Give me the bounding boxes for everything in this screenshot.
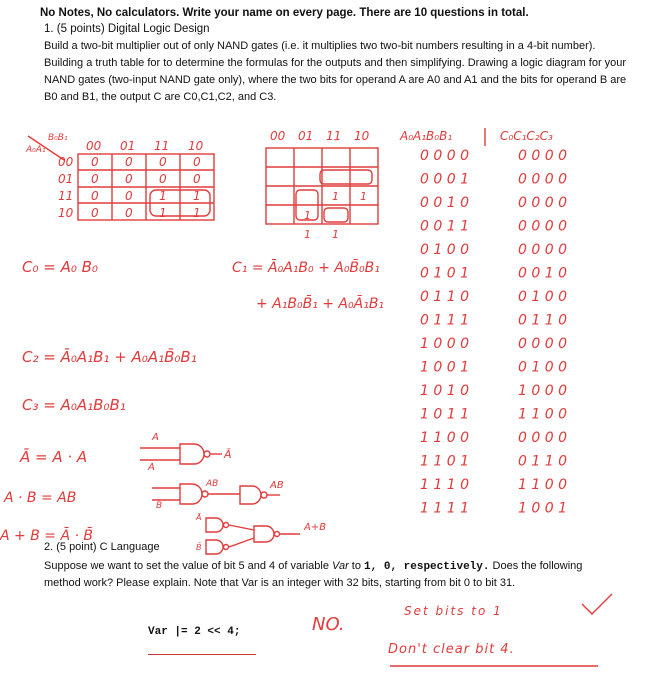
- truth-table-output-row: 1 1 0 0: [518, 477, 567, 493]
- svg-text:B̄: B̄: [196, 543, 202, 552]
- kmap1-cell: 1: [159, 189, 167, 203]
- svg-text:A: A: [152, 432, 159, 443]
- truth-table-input-row: 0 0 0 0: [420, 148, 469, 164]
- truth-table-input-row: 0 0 1 1: [420, 218, 469, 235]
- truth-table-output-row: 0 0 0 0: [518, 218, 567, 235]
- kmap1-col-label: 11: [154, 139, 170, 153]
- truth-table-input-row: 1 0 1 0: [420, 383, 469, 399]
- kmap1-col-label: 01: [120, 139, 136, 153]
- truth-table-output-row: 1 0 0 0: [518, 383, 567, 399]
- kmap1-cell: 1: [193, 189, 201, 203]
- truth-table-input-row: 0 0 1 0: [420, 195, 469, 211]
- kmap2-col-label: 00: [270, 129, 286, 143]
- truth-table-output-row: 0 1 0 0: [518, 359, 567, 376]
- truth-table-output-row: 0 0 0 0: [518, 171, 567, 188]
- svg-text:AB: AB: [206, 479, 219, 489]
- exam-instructions: No Notes, No calculators. Write your name on every page. There are 10 questions in total.: [40, 7, 529, 19]
- check-mark: [582, 594, 612, 614]
- kmap1-corner-label: B₀B₁: [48, 133, 68, 143]
- kmap2-col-label: 10: [354, 129, 370, 143]
- truth-table-output-row: 0 0 0 0: [518, 336, 567, 352]
- identity-or: A + B = Ā · B̄: [0, 528, 93, 544]
- truth-table-output-row: 0 0 0 0: [518, 195, 567, 211]
- truth-table-input-header: A₀A₁B₀B₁: [400, 129, 453, 143]
- equation-c0: C₀ = A₀ B₀: [22, 258, 98, 276]
- kmap1-row-label: 10: [58, 206, 74, 220]
- question-2-title: 2. (5 point) C Language: [44, 541, 160, 553]
- truth-table-output-row: 0 1 1 0: [518, 312, 567, 329]
- answer-note-set-bits: Set bits to 1: [404, 604, 503, 618]
- svg-text:A+B: A+B: [304, 522, 327, 533]
- identity-and: A · B = AB: [4, 490, 77, 506]
- truth-table-input-row: 0 1 1 1: [420, 312, 469, 329]
- kmap1-cell: 0: [125, 189, 133, 203]
- kmap1-cell: 0: [159, 172, 167, 186]
- kmap1-cell: 0: [159, 155, 167, 169]
- kmap1-col-label: 10: [188, 139, 204, 153]
- truth-table-input-row: 1 1 0 1: [420, 453, 469, 470]
- answer-note-dont-clear: Don't clear bit 4.: [388, 642, 515, 657]
- kmap-1: [25, 133, 214, 220]
- truth-table-output-row: 0 1 1 0: [518, 453, 567, 470]
- kmap1-cell: 0: [91, 189, 99, 203]
- code-underline: [148, 654, 256, 655]
- truth-table-input-row: 1 1 1 0: [420, 477, 469, 493]
- kmap2-col-label: 11: [326, 129, 342, 143]
- kmap1-cell: 0: [91, 155, 99, 169]
- kmap2-cell: 1: [332, 190, 339, 203]
- kmap1-col-label: 00: [86, 139, 102, 153]
- truth-table-output-row: 0 0 1 0: [518, 265, 567, 282]
- truth-table: [399, 128, 567, 517]
- svg-text:Ā: Ā: [196, 513, 202, 522]
- kmap1-cell: 0: [91, 206, 99, 220]
- kmap1-corner-label-2: A₀A₁: [26, 145, 46, 155]
- kmap1-row-label: 00: [58, 155, 74, 169]
- kmap1-row-label: 11: [58, 189, 74, 203]
- kmap1-cell: 1: [159, 206, 167, 220]
- svg-text:B: B: [156, 501, 163, 511]
- equation-c2: C₂ = Ā₀A₁B₁ + A₀A₁B̄₀B₁: [22, 348, 197, 366]
- kmap1-cell: 0: [125, 172, 133, 186]
- kmap2-cell: 1: [332, 228, 339, 241]
- truth-table-input-row: 1 1 1 1: [420, 500, 469, 517]
- identity-not: Ā = A · A: [20, 448, 88, 466]
- truth-table-input-row: 0 1 0 0: [420, 242, 469, 258]
- kmap1-cell: 1: [193, 206, 201, 220]
- equation-c1-part1: C₁ = Ā₀A₁B₀ + A₀B̄₀B₁: [232, 260, 380, 276]
- or-gate-diagram: [195, 512, 326, 554]
- not-gate-diagram: [140, 432, 232, 473]
- kmap2-cell: 1: [304, 228, 311, 241]
- question-1-body: Build a two-bit multiplier out of only NAND gates (i.e. it multiplies two two-bit numbers resulting in a 4-bit number). Building a truth table for to determine the formulas for the outputs and then simplifying. Drawing a logic diagram for your NAND gates (two-input NAND gate only), where the two bits for operand A are A0 and A1 and the bits for operand B are B0 and B1, the output C are C0,C1,C2, and C3.: [44, 40, 627, 103]
- question-1-title: 1. (5 points) Digital Logic Design: [44, 23, 210, 35]
- svg-text:A: A: [148, 462, 155, 473]
- kmap1-cell: 0: [91, 172, 99, 186]
- truth-table-input-row: 0 0 0 1: [420, 171, 469, 188]
- truth-table-output-row: 0 0 0 0: [518, 148, 567, 164]
- kmap1-row-label: 01: [58, 172, 74, 186]
- svg-text:AB: AB: [270, 480, 284, 491]
- truth-table-input-row: 1 0 0 1: [420, 359, 469, 376]
- kmap2-cell: 1: [304, 209, 311, 222]
- truth-table-input-row: 0 1 1 0: [420, 289, 469, 305]
- kmap-2: [266, 129, 378, 241]
- svg-text:Ā: Ā: [224, 448, 232, 461]
- truth-table-output-row: 1 0 0 1: [518, 500, 567, 517]
- answer-no: NO.: [312, 614, 345, 635]
- truth-table-input-row: 0 1 0 1: [420, 265, 469, 282]
- equation-c3: C₃ = A₀A₁B₀B₁: [22, 396, 126, 414]
- truth-table-input-row: 1 0 0 0: [420, 336, 469, 352]
- kmap2-cell: 1: [360, 190, 367, 203]
- question-2-body: Suppose we want to set the value of bit 5 and 4 of variable Var to 1, 0, respectively. Does the following method work? Please explain. Note that Var is an integer with 32 bits, starting from bit 0 to bit 31.: [44, 560, 583, 589]
- truth-table-output-header: C₀C₁C₂C₃: [500, 129, 553, 143]
- truth-table-input-row: 1 1 0 0: [420, 430, 469, 446]
- truth-table-output-row: 0 1 0 0: [518, 289, 567, 305]
- kmap1-cell: 0: [193, 172, 201, 186]
- and-gate-diagram: [152, 479, 284, 511]
- truth-table-input-row: 1 0 1 1: [420, 406, 469, 423]
- kmap1-cell: 0: [125, 155, 133, 169]
- kmap1-cell: 0: [193, 155, 201, 169]
- code-snippet: Var |= 2 << 4;: [148, 626, 241, 638]
- kmap2-col-label: 01: [298, 129, 314, 143]
- kmap1-cell: 0: [125, 206, 133, 220]
- equation-c1-part2: + A₁B₀B̄₁ + A₀Ā₁B₁: [256, 296, 385, 312]
- truth-table-output-row: 0 0 0 0: [518, 242, 567, 258]
- truth-table-output-row: 0 0 0 0: [518, 430, 567, 446]
- truth-table-output-row: 1 1 0 0: [518, 406, 567, 423]
